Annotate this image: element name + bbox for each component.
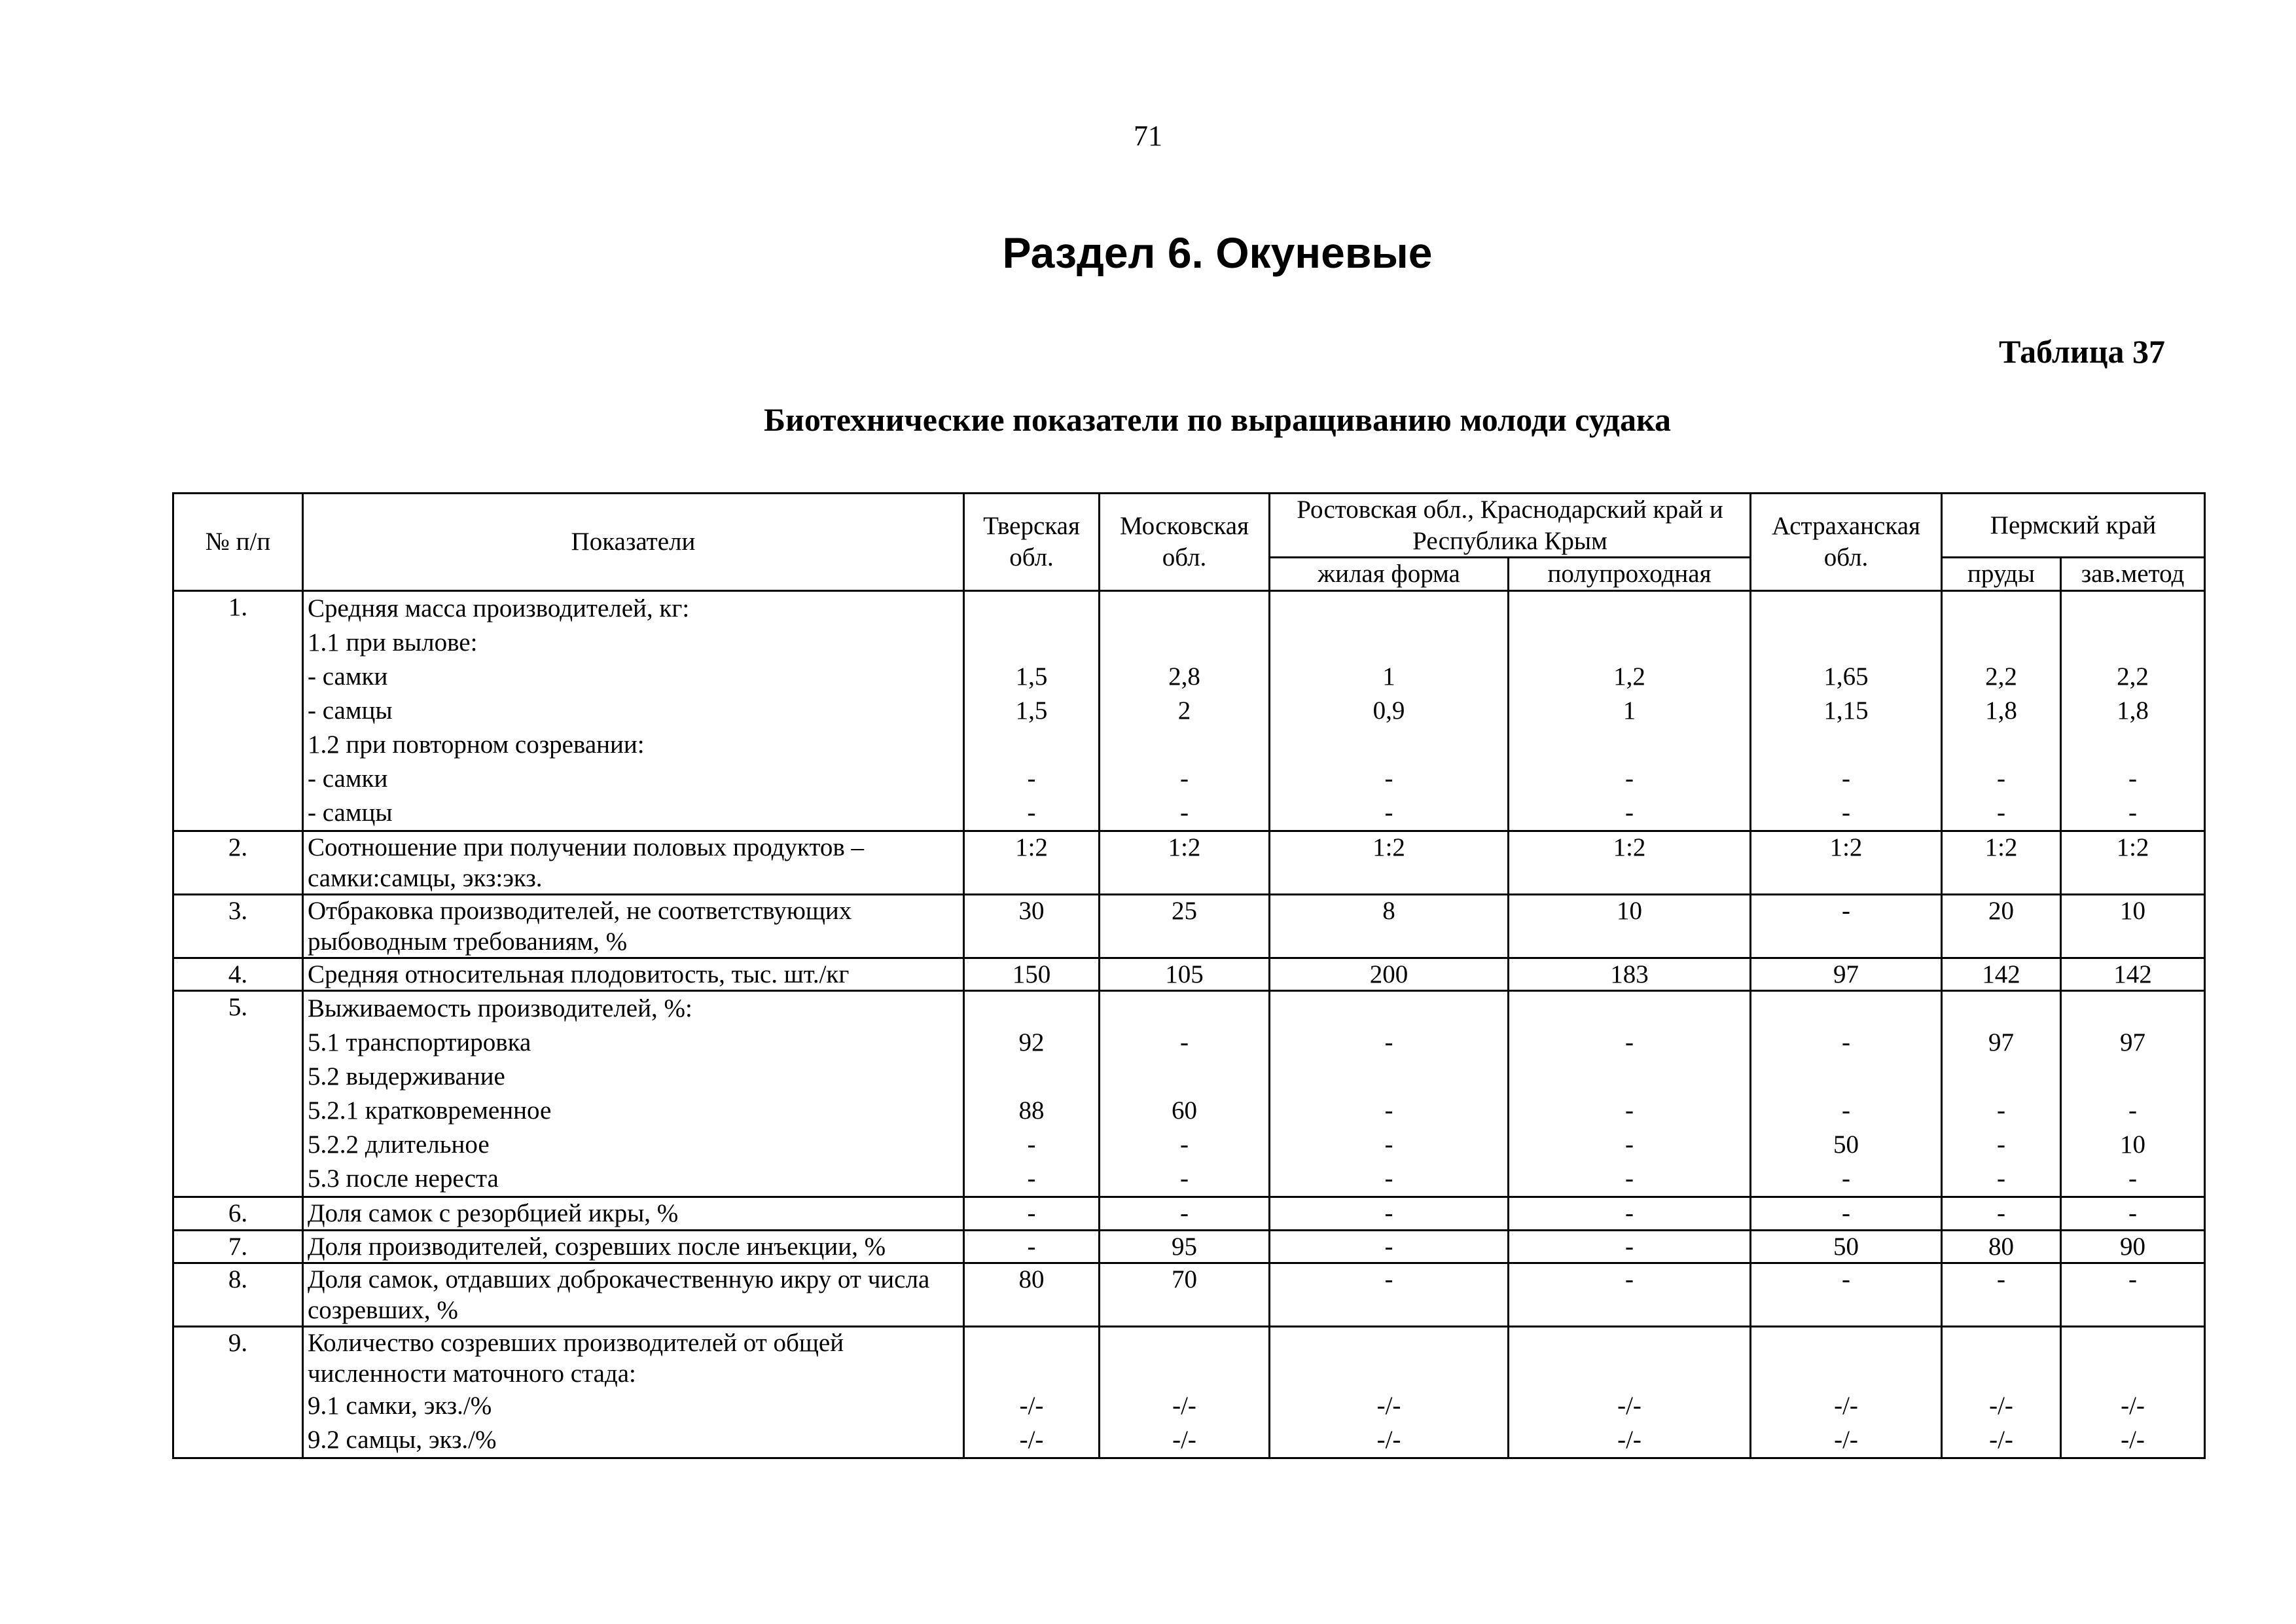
- value-cell: [964, 1327, 1100, 1458]
- value: -: [2128, 1164, 2138, 1193]
- value: [2066, 992, 2200, 1026]
- value: 1,8: [2117, 696, 2149, 725]
- value: -/-: [1019, 1392, 1044, 1420]
- value: -/-: [1172, 1426, 1196, 1454]
- value-cell: -: [1270, 1230, 1509, 1263]
- value: [1104, 992, 1265, 1026]
- value-cell: 200: [1270, 958, 1509, 991]
- indicator-cell: [303, 831, 964, 894]
- row-number: 4.: [173, 958, 303, 991]
- indicator-line: Средняя масса производителей, кг:: [308, 594, 690, 623]
- value-cell: -: [1100, 1197, 1270, 1231]
- value: [1104, 728, 1265, 762]
- value: -: [1384, 798, 1393, 827]
- value: [1755, 1327, 1937, 1389]
- value-cell: 80: [1942, 1230, 2061, 1263]
- indicator-text: Отбраковка производителей, не соответствующих рыбоводным требованиям, %: [308, 896, 852, 956]
- value: -: [1997, 1130, 2006, 1159]
- value: 1,2: [1613, 662, 1645, 691]
- indicator-cell: [303, 958, 964, 991]
- indicator-cell: [303, 991, 964, 1197]
- value-cell: 10: [1509, 894, 1751, 958]
- indicator-line: - самцы: [308, 798, 393, 827]
- indicator-line: - самцы: [308, 696, 393, 725]
- value-cell: 183: [1509, 958, 1751, 991]
- table-body: [173, 590, 2205, 1458]
- row-number: 5.: [173, 991, 303, 1197]
- value: 1: [1382, 662, 1395, 691]
- value: [969, 1060, 1094, 1094]
- value: -/-: [1989, 1426, 2013, 1454]
- value: [1513, 1060, 1746, 1094]
- indicator-line: 5.2 выдерживание: [308, 1062, 505, 1091]
- value: [1946, 728, 2056, 762]
- value-cell: -: [1942, 1263, 2061, 1327]
- value: -: [1842, 1028, 1851, 1057]
- value-cell: 80: [964, 1263, 1100, 1327]
- value-cell: -: [1509, 1197, 1751, 1231]
- table-row: [173, 991, 2205, 1197]
- row-number: 6.: [173, 1197, 303, 1231]
- value-cell: [964, 590, 1100, 831]
- value: -: [1027, 1130, 1036, 1159]
- header-astrakhan: Астраханская обл.: [1751, 494, 1942, 591]
- value: -: [1842, 1096, 1851, 1125]
- value: -/-: [1376, 1392, 1401, 1420]
- value: -: [1842, 764, 1851, 793]
- indicator-line: - самки: [308, 764, 388, 793]
- value-cell: 1:2: [2061, 831, 2205, 894]
- table-row: [173, 894, 2205, 958]
- value-cell: -: [1270, 1263, 1509, 1327]
- value: -/-: [1019, 1426, 1044, 1454]
- value-cell: -: [1270, 1197, 1509, 1231]
- value: 1,5: [1015, 662, 1048, 691]
- indicator-line: Выживаемость производителей, %:: [308, 994, 692, 1023]
- value-cell: -: [964, 1197, 1100, 1231]
- indicator-cell: [303, 590, 964, 831]
- indicator-cell: [303, 1197, 964, 1231]
- value: -: [2128, 1096, 2138, 1125]
- value: [969, 1327, 1094, 1389]
- value-cell: 20: [1942, 894, 2061, 958]
- value: [1274, 1060, 1503, 1094]
- value: [1946, 592, 2056, 626]
- value: 97: [1988, 1028, 2015, 1057]
- table-row: [173, 590, 2205, 831]
- value-cell: -: [1751, 1197, 1942, 1231]
- value-cell: 70: [1100, 1263, 1270, 1327]
- value: [1274, 1327, 1503, 1389]
- value: -/-: [2121, 1426, 2145, 1454]
- value: [2066, 592, 2200, 626]
- value-cell: [1100, 1327, 1270, 1458]
- value: -: [1384, 764, 1393, 793]
- value: [1104, 626, 1265, 660]
- value: [2066, 728, 2200, 762]
- value: [2066, 1060, 2200, 1094]
- value-cell: 1:2: [1270, 831, 1509, 894]
- indicator-line: 5.1 транспортировка: [308, 1028, 531, 1057]
- value: -/-: [1376, 1426, 1401, 1454]
- value-cell: [2061, 590, 2205, 831]
- value-cell: 150: [964, 958, 1100, 991]
- value: [1274, 992, 1503, 1026]
- row-number: 1.: [173, 590, 303, 831]
- value: -/-: [2121, 1392, 2145, 1420]
- value: -/-: [1834, 1392, 1858, 1420]
- value: [1946, 626, 2056, 660]
- value: -/-: [1617, 1426, 1641, 1454]
- value-cell: [2061, 1327, 2205, 1458]
- value: 2,2: [2117, 662, 2149, 691]
- indicator-cell: [303, 1263, 964, 1327]
- value: [1946, 992, 2056, 1026]
- value: -: [1027, 798, 1036, 827]
- value: -: [1625, 798, 1634, 827]
- value-cell: -: [1751, 1263, 1942, 1327]
- value-cell: -: [2061, 1197, 2205, 1231]
- value-cell: 1:2: [1751, 831, 1942, 894]
- value-cell: 1:2: [1509, 831, 1751, 894]
- value-cell: 1:2: [1942, 831, 2061, 894]
- indicator-cell: [303, 1327, 964, 1458]
- value: 88: [1018, 1096, 1045, 1125]
- value: [2066, 1327, 2200, 1389]
- section-title: Раздел 6. Окуневые: [1002, 228, 1433, 277]
- value-cell: [1942, 1327, 2061, 1458]
- value-cell: 97: [1751, 958, 1942, 991]
- value: 50: [1833, 1130, 1859, 1159]
- row-number: 9.: [173, 1327, 303, 1458]
- indicator-line: 5.2.2 длительное: [308, 1130, 490, 1159]
- value: -: [1384, 1096, 1393, 1125]
- indicator-text: Средняя относительная плодовитость, тыс. шт./кг: [308, 960, 850, 988]
- value-cell: [1100, 991, 1270, 1197]
- row-number: 8.: [173, 1263, 303, 1327]
- value-cell: [1509, 590, 1751, 831]
- value: -: [1180, 1164, 1189, 1193]
- value: [1104, 1327, 1265, 1389]
- value: [1274, 626, 1503, 660]
- value-cell: -: [1509, 1263, 1751, 1327]
- indicator-text: Доля самок с резорбцией икры, %: [308, 1199, 679, 1228]
- value-cell: [1509, 1327, 1751, 1458]
- value-cell: 30: [964, 894, 1100, 958]
- header-moscow: Московская обл.: [1100, 494, 1270, 591]
- table-label: Таблица 37: [1998, 333, 2165, 370]
- indicator-cell: [303, 1230, 964, 1263]
- value: [969, 992, 1094, 1026]
- value: [1755, 992, 1937, 1026]
- value: 60: [1172, 1096, 1197, 1125]
- value: -: [1180, 1130, 1189, 1159]
- value: [1104, 592, 1265, 626]
- value: 0,9: [1372, 696, 1405, 725]
- value: -: [1997, 764, 2006, 793]
- header-perm-factory: зав.метод: [2061, 558, 2205, 591]
- value: -: [1997, 1164, 2006, 1193]
- header-tver: Тверская обл.: [964, 494, 1100, 591]
- value: [2066, 626, 2200, 660]
- value-cell: [1270, 590, 1509, 831]
- value: [1513, 592, 1746, 626]
- value-cell: [1509, 991, 1751, 1197]
- value-cell: -: [1942, 1197, 2061, 1231]
- value: -: [1625, 1028, 1634, 1057]
- value: 2,8: [1168, 662, 1200, 691]
- indicator-cell: [303, 894, 964, 958]
- value: -: [1384, 1164, 1393, 1193]
- table-row: [173, 1327, 2205, 1458]
- value-cell: [2061, 991, 2205, 1197]
- header-perm: Пермский край: [1942, 494, 2205, 558]
- value: [1513, 1327, 1746, 1389]
- indicator-line: 5.3 после нереста: [308, 1164, 499, 1193]
- value: -: [1625, 764, 1634, 793]
- value-cell: [1270, 1327, 1509, 1458]
- value-cell: [1942, 991, 2061, 1197]
- value-cell: -: [1751, 894, 1942, 958]
- header-rostov-semi-anadromous: полупроходная: [1509, 558, 1751, 591]
- value-cell: 50: [1751, 1230, 1942, 1263]
- value: [969, 728, 1094, 762]
- value: [1755, 1060, 1937, 1094]
- value: -: [2128, 798, 2138, 827]
- value: 1,8: [1985, 696, 2017, 725]
- value-cell: [1270, 991, 1509, 1197]
- indicator-line: 9.1 самки, экз./%: [308, 1392, 492, 1420]
- value: -: [1997, 1096, 2006, 1125]
- value: [1274, 592, 1503, 626]
- row-number: 7.: [173, 1230, 303, 1263]
- value-cell: [1751, 1327, 1942, 1458]
- value: 2: [1177, 696, 1191, 725]
- value: [969, 592, 1094, 626]
- value: -: [1180, 798, 1189, 827]
- value: [1513, 992, 1746, 1026]
- header-rostov-resident: жилая форма: [1270, 558, 1509, 591]
- header-num: № п/п: [173, 494, 303, 591]
- value: -/-: [1172, 1392, 1196, 1420]
- value-cell: [1942, 590, 2061, 831]
- table-row: [173, 1263, 2205, 1327]
- value: [1513, 728, 1746, 762]
- value: -: [1384, 1028, 1393, 1057]
- value: 1,65: [1823, 662, 1869, 691]
- value: 97: [2120, 1028, 2146, 1057]
- value: [1755, 728, 1937, 762]
- indicator-line: 9.2 самцы, экз./%: [308, 1426, 497, 1454]
- value-cell: [1751, 590, 1942, 831]
- indicator-line: 5.2.1 кратковременное: [308, 1096, 552, 1125]
- indicator-line: Количество созревших производителей от общей численности маточного стада:: [308, 1329, 844, 1388]
- value: -: [1027, 1164, 1036, 1193]
- value-cell: 95: [1100, 1230, 1270, 1263]
- value: [1946, 1327, 2056, 1389]
- value: 10: [2120, 1130, 2146, 1159]
- value: [1755, 626, 1937, 660]
- value: -/-: [1617, 1392, 1641, 1420]
- value-cell: 90: [2061, 1230, 2205, 1263]
- indicator-line: - самки: [308, 662, 388, 691]
- value: -: [2128, 764, 2138, 793]
- value-cell: -: [2061, 1263, 2205, 1327]
- value-cell: 105: [1100, 958, 1270, 991]
- value-cell: [1751, 991, 1942, 1197]
- value-cell: [1100, 590, 1270, 831]
- indicator-line: 1.1 при вылове:: [308, 628, 478, 657]
- value: [969, 626, 1094, 660]
- value: -/-: [1834, 1426, 1858, 1454]
- page-number: 71: [1134, 120, 1162, 152]
- value-cell: [964, 991, 1100, 1197]
- value-cell: 8: [1270, 894, 1509, 958]
- value: -: [1997, 798, 2006, 827]
- value-cell: 142: [1942, 958, 2061, 991]
- value-cell: 142: [2061, 958, 2205, 991]
- table-row: [173, 1230, 2205, 1263]
- table-row: [173, 958, 2205, 991]
- data-table: [172, 492, 2206, 1459]
- value: 1,15: [1823, 696, 1869, 725]
- value: -: [1842, 798, 1851, 827]
- value: -: [1625, 1164, 1634, 1193]
- indicator-line: 1.2 при повторном созревании:: [308, 730, 645, 759]
- value: -: [1625, 1130, 1634, 1159]
- value: 92: [1018, 1028, 1045, 1057]
- value: [1104, 1060, 1265, 1094]
- table-header: [173, 494, 2205, 591]
- row-number: 3.: [173, 894, 303, 958]
- table-caption: Биотехнические показатели по выращиванию молоди судака: [763, 401, 1672, 438]
- value-cell: -: [964, 1230, 1100, 1263]
- value: -: [1625, 1096, 1634, 1125]
- value-cell: 1:2: [964, 831, 1100, 894]
- value: -: [1842, 1164, 1851, 1193]
- value: [1755, 592, 1937, 626]
- header-perm-ponds: пруды: [1942, 558, 2061, 591]
- value: -: [1180, 1028, 1189, 1057]
- indicator-text: Доля самок, отдавших доброкачественную икру от числа созревших, %: [308, 1265, 930, 1325]
- value: -/-: [1989, 1392, 2013, 1420]
- row-number: 2.: [173, 831, 303, 894]
- value: -: [1384, 1130, 1393, 1159]
- value-cell: -: [1509, 1230, 1751, 1263]
- value-cell: 1:2: [1100, 831, 1270, 894]
- value: 1: [1623, 696, 1636, 725]
- value: 2,2: [1985, 662, 2017, 691]
- table-row: [173, 1197, 2205, 1231]
- value: [1274, 728, 1503, 762]
- value: -: [1027, 764, 1036, 793]
- value: [1946, 1060, 2056, 1094]
- indicator-text: Соотношение при получении половых продуктов – самки:самцы, экз:экз.: [308, 833, 865, 892]
- indicator-text: Доля производителей, созревших после инъекции, %: [308, 1232, 886, 1261]
- value-cell: 25: [1100, 894, 1270, 958]
- value: -: [1180, 764, 1189, 793]
- header-rostov: Ростовская обл., Краснодарский край и Республика Крым: [1270, 494, 1751, 558]
- value: 1,5: [1015, 696, 1048, 725]
- value-cell: 10: [2061, 894, 2205, 958]
- value: [1513, 626, 1746, 660]
- table-row: [173, 831, 2205, 894]
- header-indicators: Показатели: [303, 494, 964, 591]
